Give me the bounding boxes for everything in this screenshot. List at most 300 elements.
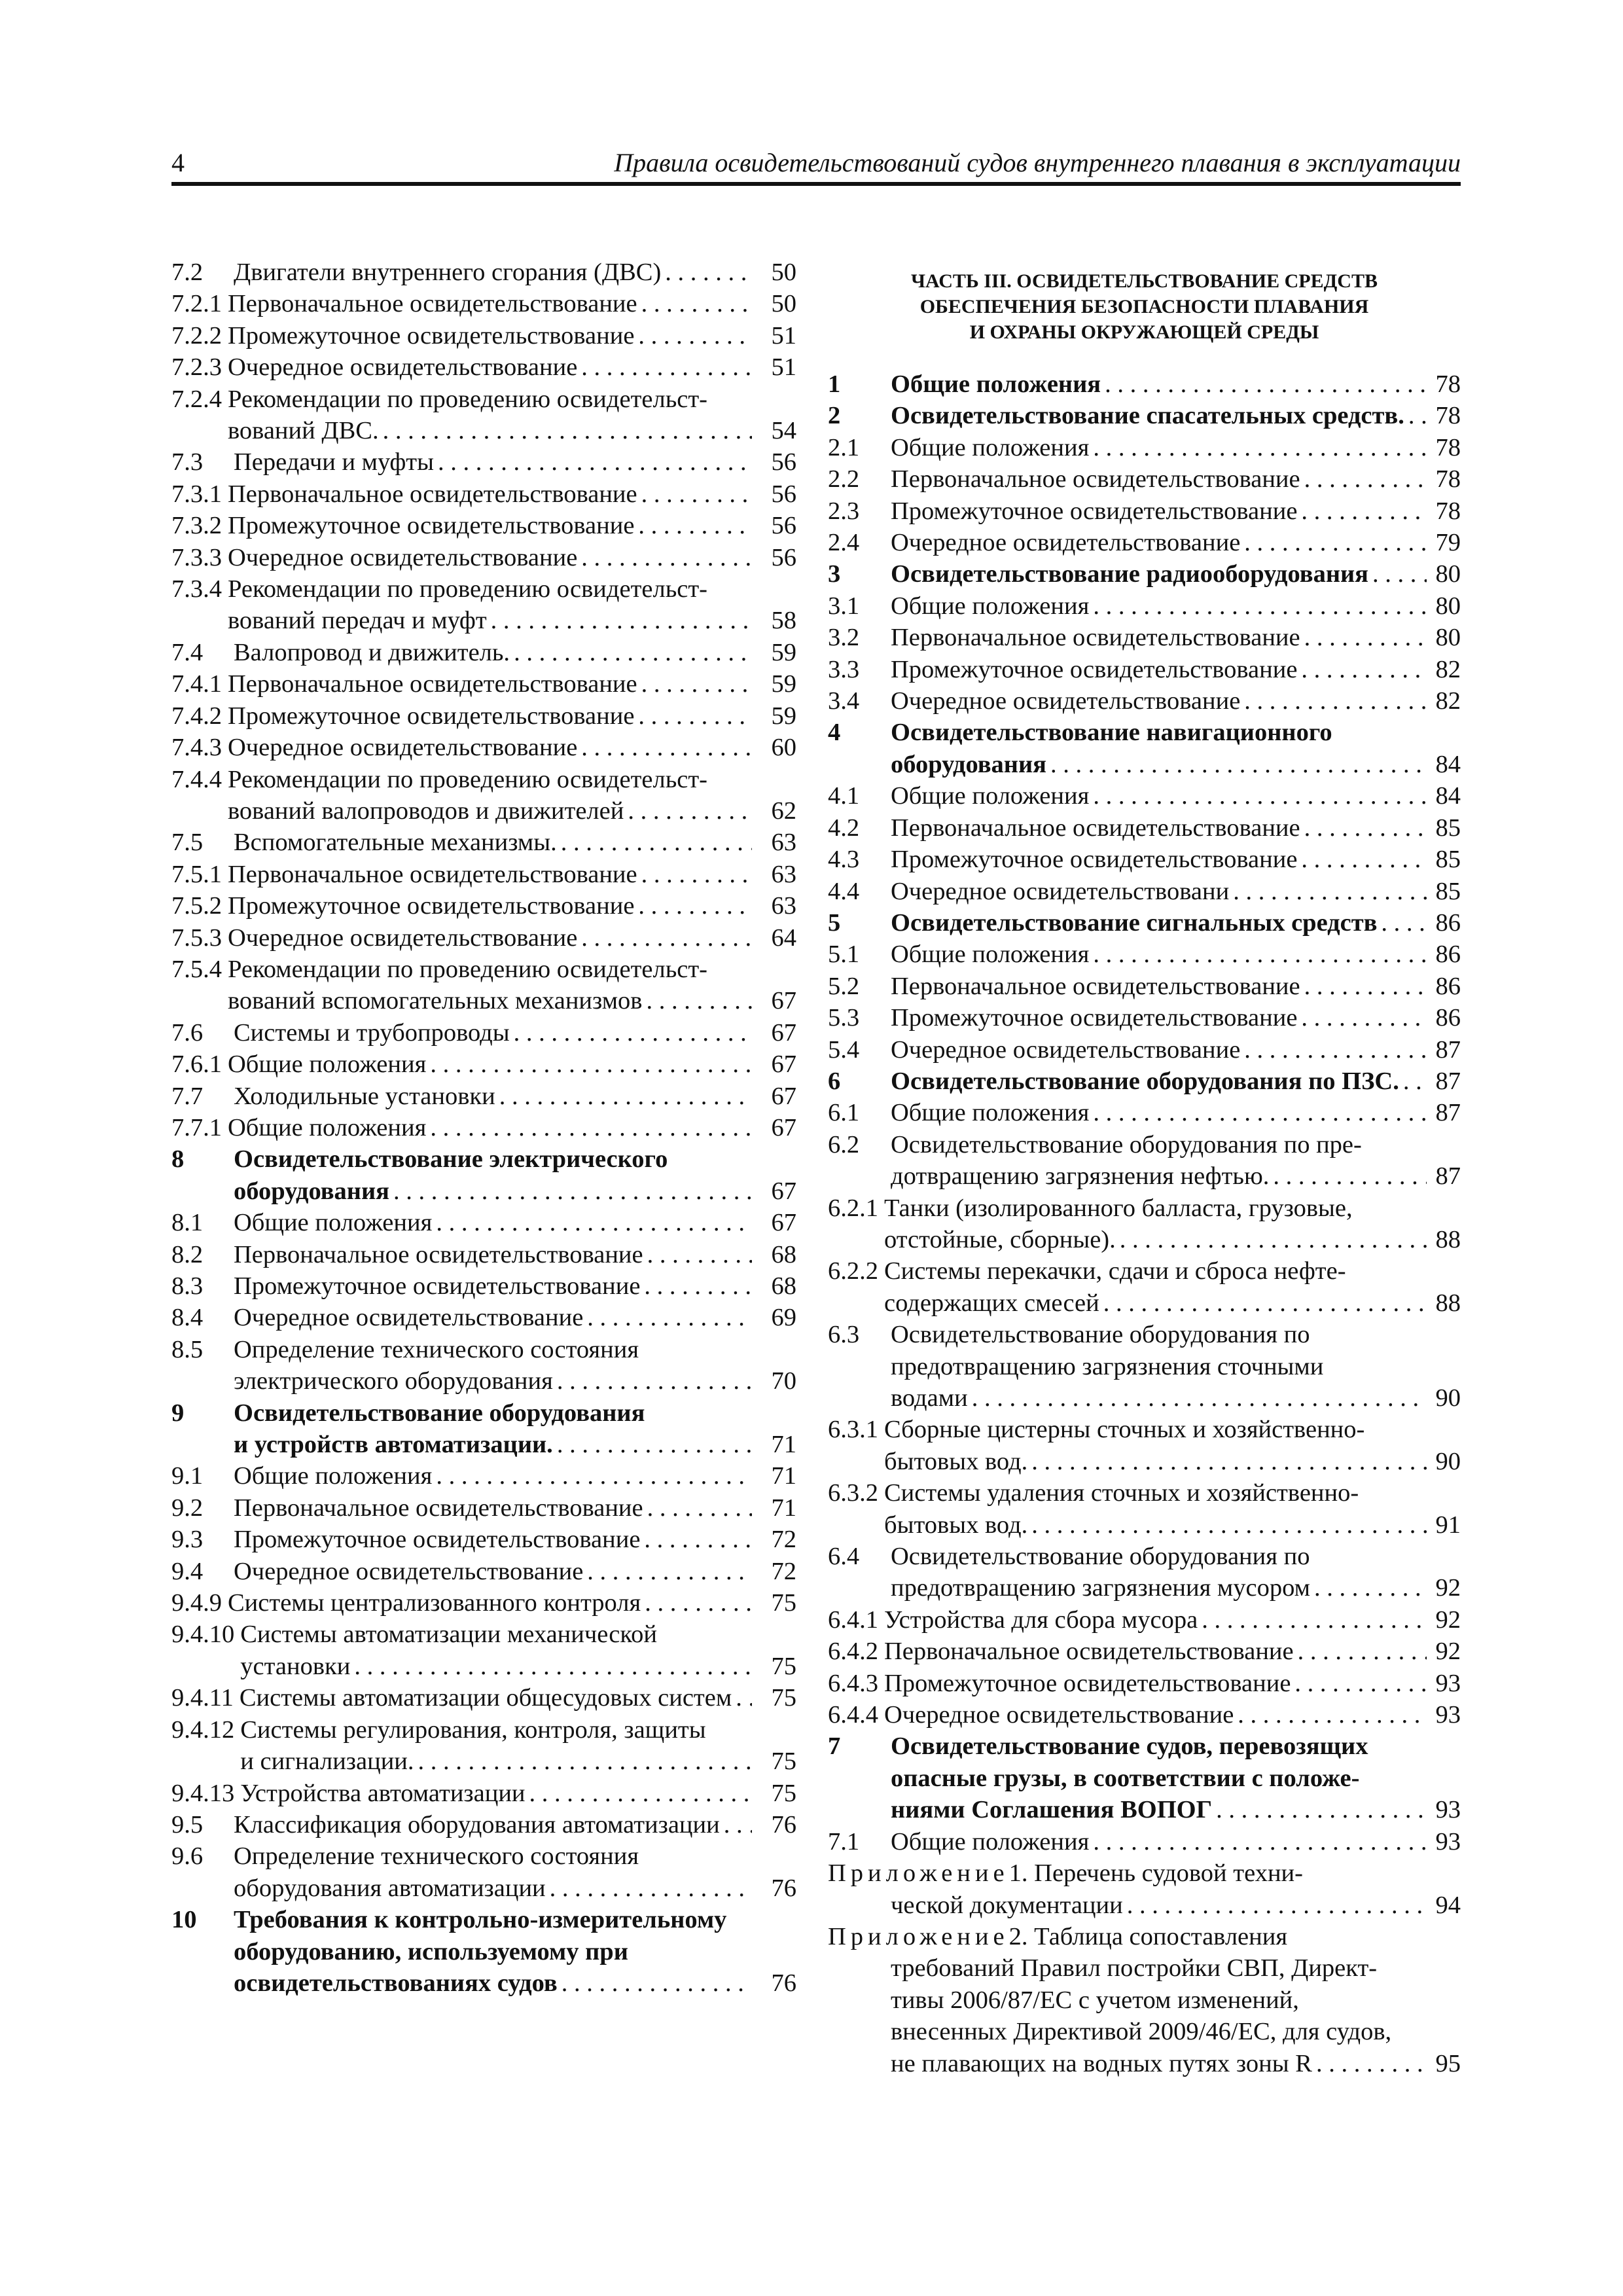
toc-page-number: 78 (1435, 402, 1461, 430)
toc-entry (171, 637, 796, 668)
toc-page-number: 93 (1435, 1827, 1461, 1856)
toc-entry-body (228, 478, 796, 510)
toc-number: 2.3 (828, 497, 860, 525)
toc-number: 6.3.1 (828, 1416, 878, 1444)
toc-title-text: Промежуточное освидетельствование (228, 512, 635, 540)
toc-number: 7.3.3 (171, 543, 222, 571)
toc-entry-body (234, 1809, 796, 1840)
toc-number: 6.3 (828, 1321, 860, 1349)
toc-entry-body (891, 1319, 1461, 1414)
toc-number: 4.1 (828, 782, 860, 810)
toc-page-number: 76 (771, 1969, 796, 1997)
toc-line (234, 1556, 796, 1587)
toc-title-text: оборудования автоматизации (234, 1874, 546, 1902)
toc-entry-body (891, 1129, 1461, 1193)
toc-entry-body (891, 558, 1461, 590)
dot-leader (645, 1587, 752, 1619)
toc-entry-body (891, 1731, 1461, 1825)
toc-line (891, 1763, 1461, 1794)
toc-line (234, 1239, 796, 1270)
toc-title-text: Первоначальное освидетельствование (891, 624, 1300, 652)
toc-number: 5.2 (828, 972, 860, 1000)
toc-entry-body (234, 1334, 796, 1397)
toc-entry (828, 717, 1461, 780)
toc-title-text: вований ДВС. (228, 417, 379, 445)
toc-entry (828, 844, 1461, 875)
appendix-label: Приложение (828, 1922, 1009, 1950)
toc-entry (171, 1524, 796, 1555)
toc-page-number: 93 (1435, 1796, 1461, 1824)
toc-page-number: 76 (771, 1874, 796, 1902)
toc-number: 7.2.1 (171, 290, 222, 318)
toc-entry-body (228, 890, 796, 922)
toc-entry-body (234, 1302, 796, 1333)
toc-line (891, 400, 1461, 431)
dot-leader (1408, 400, 1427, 431)
toc-line (884, 1668, 1461, 1699)
toc-number: 7.2.3 (171, 353, 222, 382)
dot-leader (638, 320, 752, 351)
toc-line (228, 1049, 796, 1080)
toc-number: 7.3.4 (171, 575, 222, 603)
toc-entry (171, 922, 796, 954)
dot-leader (1301, 495, 1427, 527)
toc-line (240, 1682, 796, 1713)
toc-title-text: Системы централизованного контроля (228, 1589, 641, 1617)
toc-title-text: бытовых вод. (884, 1447, 1028, 1475)
toc-page-number: 71 (771, 1462, 796, 1490)
toc-title-text: Общие положения (891, 1099, 1090, 1127)
dot-leader (393, 1175, 752, 1207)
toc-page-number: 67 (771, 1018, 796, 1047)
toc-line (891, 1319, 1461, 1350)
toc-page-number: 59 (771, 670, 796, 698)
toc-number: 7.3 (171, 448, 204, 476)
toc-line (228, 415, 796, 446)
toc-entry-body (234, 257, 796, 288)
toc-number: 7.4.3 (171, 734, 222, 762)
toc-page-number: 85 (1435, 814, 1461, 842)
dot-leader (1093, 432, 1427, 463)
toc-entry (828, 1699, 1461, 1731)
toc-line (884, 1193, 1461, 1224)
toc-entry (828, 1066, 1461, 1097)
toc-entry (828, 971, 1461, 1002)
toc-title-text: Передачи и муфты (234, 448, 434, 476)
dot-leader (1093, 590, 1427, 622)
toc-line (228, 922, 796, 954)
toc-entry-body (891, 939, 1461, 970)
toc-entry (171, 351, 796, 383)
toc-entry-body (234, 1143, 796, 1207)
toc-line (828, 1857, 1461, 1889)
toc-title-text: Системы регулирования, контроля, защиты (240, 1715, 706, 1744)
toc-entry (171, 732, 796, 763)
toc-line (891, 876, 1461, 907)
toc-entry (171, 1081, 796, 1112)
toc-line (891, 1351, 1461, 1382)
toc-line (234, 1143, 796, 1175)
toc-line (234, 1936, 796, 1967)
toc-line (234, 1207, 796, 1238)
toc-page-number: 56 (771, 543, 796, 571)
toc-page-number: 50 (771, 259, 796, 286)
dot-leader (1304, 463, 1427, 495)
dot-leader (430, 1049, 752, 1080)
toc-line (234, 1334, 796, 1365)
toc-title-text: Рекомендации по проведению освидетельст- (228, 385, 707, 413)
toc-number: 8.3 (171, 1272, 204, 1300)
toc-page-number: 87 (1435, 1067, 1461, 1095)
toc-entry-body (884, 1699, 1461, 1731)
toc-line (240, 1746, 796, 1777)
toc-line (234, 637, 796, 668)
toc-entry-body (234, 1460, 796, 1492)
toc-number: 7.5.3 (171, 924, 222, 952)
toc-number: 9.2 (171, 1494, 204, 1522)
dot-leader (1031, 1446, 1427, 1477)
dot-leader (641, 288, 752, 319)
toc-number: 9.4.13 (171, 1779, 235, 1807)
toc-page-number: 59 (771, 638, 796, 666)
toc-entry-body (234, 1017, 796, 1049)
toc-title-text: Промежуточное освидетельствование (228, 892, 635, 920)
toc-number: 7.4.2 (171, 702, 222, 730)
toc-entry-body (234, 446, 796, 478)
toc-entry-body (234, 1270, 796, 1302)
toc-entry-body (828, 1921, 1461, 2079)
toc-title-text: отстойные, сборные). (884, 1225, 1116, 1253)
toc-line (234, 257, 796, 288)
toc-title-text: Двигатели внутреннего сгорания (ДВС) (234, 259, 662, 286)
toc-title-text: Первоначальное освидетельствование (228, 670, 637, 698)
toc-page-number: 88 (1435, 1289, 1461, 1317)
toc-entry-body (228, 668, 796, 700)
toc-line (234, 1302, 796, 1333)
toc-page-number: 75 (771, 1652, 796, 1680)
toc-line (884, 1287, 1461, 1319)
toc-entry (828, 1319, 1461, 1414)
toc-number: 3.2 (828, 624, 860, 652)
toc-page-number: 54 (771, 417, 796, 445)
toc-title-text: Промежуточное освидетельствование (234, 1526, 641, 1554)
toc-number: 7.4.1 (171, 670, 222, 698)
toc-entry (171, 1587, 796, 1619)
toc-line (228, 859, 796, 890)
toc-entry (171, 668, 796, 700)
toc-entry-body (884, 1668, 1461, 1699)
toc-page-number: 71 (771, 1431, 796, 1459)
toc-number: 2.4 (828, 529, 860, 557)
toc-entry (171, 1619, 796, 1682)
toc-page-number: 82 (1435, 655, 1461, 683)
part-title-line: И ОХРАНЫ ОКРУЖАЮЩЕЙ СРЕДЫ (969, 321, 1319, 343)
toc-line (234, 1270, 796, 1302)
toc-entry (171, 764, 796, 827)
dot-leader (529, 1778, 752, 1809)
toc-title-text: Устройства для сбора мусора (884, 1605, 1198, 1634)
toc-line (234, 1967, 796, 1999)
dot-leader (354, 1651, 752, 1682)
toc-line (884, 1255, 1461, 1287)
dot-leader (638, 700, 752, 732)
toc-title-text: Очередное освидетельствование (228, 543, 578, 571)
toc-line (228, 384, 796, 415)
toc-title-text: Валопровод и движитель. (234, 638, 510, 666)
toc-page-number: 67 (771, 1082, 796, 1110)
dot-leader (1304, 971, 1427, 1002)
toc-line (891, 1097, 1461, 1128)
toc-number: 8 (171, 1145, 185, 1174)
toc-number: 7.5 (171, 829, 204, 857)
toc-number: 9.4.10 (171, 1621, 235, 1649)
toc-title-text: Холодильные установки (234, 1082, 495, 1110)
toc-title-text: Освидетельствование навигационного (891, 719, 1332, 747)
toc-page-number: 68 (771, 1240, 796, 1268)
dot-leader (499, 1081, 752, 1112)
toc-number: 7.5.1 (171, 860, 222, 888)
toc-title-text: Системы автоматизации механической (240, 1621, 657, 1649)
toc-number: 9.5 (171, 1810, 204, 1839)
toc-number: 9.4.12 (171, 1715, 235, 1744)
toc-page-number: 60 (771, 734, 796, 762)
toc-line (228, 478, 796, 510)
toc-number: 7.2.4 (171, 385, 222, 413)
toc-entry-body (891, 368, 1461, 400)
toc-number: 3.1 (828, 592, 860, 620)
toc-entry (828, 400, 1461, 431)
toc-entry-body (884, 1636, 1461, 1667)
toc-number: 4.2 (828, 814, 860, 842)
toc-line (891, 622, 1461, 653)
toc-line (891, 812, 1461, 844)
toc-title-text: Системы автоматизации общесудовых систем (239, 1684, 732, 1712)
toc-number: 9.6 (171, 1842, 204, 1871)
toc-entry (828, 907, 1461, 939)
toc-entry (828, 1668, 1461, 1699)
toc-line (891, 749, 1461, 780)
dot-leader (557, 1365, 752, 1397)
toc-title-text: Рекомендации по проведению освидетельст- (228, 765, 707, 793)
toc-title-text: Общие положения (228, 1113, 427, 1141)
toc-entry-body (234, 1207, 796, 1238)
dot-leader (1093, 1826, 1427, 1857)
toc-title-text: Очередное освидетельствование (228, 924, 578, 952)
toc-title-text: Танки (изолированного балласта, грузовые, (884, 1194, 1353, 1222)
toc-number: 2 (828, 402, 841, 430)
toc-entry (171, 827, 796, 858)
toc-appendix-entry (828, 1921, 1461, 2079)
toc-page-number: 78 (1435, 370, 1461, 398)
toc-number: 6.4.2 (828, 1638, 878, 1666)
toc-title-text: Определение технического состояния (234, 1842, 639, 1871)
toc-entry (171, 1239, 796, 1270)
toc-title-text: Первоначальное освидетельствование (891, 972, 1300, 1000)
dot-leader (1031, 1509, 1427, 1541)
dot-leader (438, 446, 752, 478)
toc-line (891, 939, 1461, 970)
toc-entry-body (884, 1477, 1461, 1541)
dot-leader (1244, 685, 1427, 717)
toc-title-text: Рекомендации по проведению освидетельст- (228, 575, 707, 603)
toc-page-number: 92 (1435, 1638, 1461, 1666)
toc-page-number: 58 (771, 607, 796, 635)
toc-entry-body (228, 922, 796, 954)
toc-entry (828, 1636, 1461, 1667)
dot-leader (1403, 1066, 1427, 1097)
toc-entry (828, 1002, 1461, 1033)
dot-leader (1304, 622, 1427, 653)
toc-entry-body (234, 1081, 796, 1112)
toc-page-number: 56 (771, 448, 796, 476)
toc-entry-body (228, 1112, 796, 1143)
toc-entry-body (891, 1002, 1461, 1033)
toc-title-text: Очередное освидетельствование (891, 1035, 1241, 1064)
toc-entry-body (240, 1778, 796, 1809)
toc-page-number: 87 (1435, 1035, 1461, 1064)
toc-title-text: водами (891, 1384, 968, 1412)
toc-number: 7.7.1 (171, 1113, 222, 1141)
dot-leader (1105, 368, 1427, 400)
toc-entry (171, 384, 796, 447)
toc-entry (171, 1682, 796, 1713)
toc-entry-body (234, 637, 796, 668)
toc-line (891, 1066, 1461, 1097)
toc-line (884, 1604, 1461, 1636)
toc-page-number: 79 (1435, 529, 1461, 557)
toc-entry-body (228, 320, 796, 351)
dot-leader (1103, 1287, 1427, 1319)
dot-leader (647, 1239, 752, 1270)
toc-entry (828, 1034, 1461, 1066)
toc-line (884, 1699, 1461, 1731)
toc-entry-body (228, 542, 796, 573)
toc-entry-body (228, 351, 796, 383)
toc-entry (171, 288, 796, 319)
toc-entry (171, 954, 796, 1017)
toc-entry-body (891, 654, 1461, 685)
toc-appendix-entry (828, 1857, 1461, 1921)
dot-leader (644, 1270, 752, 1302)
toc-line (228, 668, 796, 700)
dot-leader (587, 1556, 752, 1587)
toc-title-text: Устройства автоматизации (240, 1779, 526, 1807)
toc-number: 2.2 (828, 465, 860, 493)
toc-line (891, 685, 1461, 717)
toc-entry (171, 1397, 796, 1461)
toc-line (891, 1160, 1461, 1192)
toc-entry-body (891, 1034, 1461, 1066)
toc-line (228, 795, 796, 827)
toc-title-text: вований передач и муфт (228, 607, 487, 635)
toc-line (828, 1984, 1461, 2016)
dot-leader (1301, 1002, 1427, 1033)
toc-appendices (828, 1857, 1461, 2079)
dot-leader (550, 1873, 752, 1904)
dot-leader (972, 1382, 1427, 1414)
toc-entry (171, 320, 796, 351)
toc-line (891, 1794, 1461, 1825)
toc-number: 7.1 (828, 1827, 860, 1856)
toc-title-text: оборудования (234, 1177, 389, 1205)
toc-left-column (171, 257, 796, 1999)
toc-line (828, 1890, 1461, 1921)
dot-leader (514, 1017, 752, 1049)
toc-title-text: требований Правил постройки СВП, Директ- (891, 1954, 1378, 1982)
dot-leader (587, 1302, 752, 1333)
toc-number: 7.4 (171, 638, 204, 666)
toc-entry-body (228, 859, 796, 890)
toc-line (891, 1731, 1461, 1762)
toc-number: 7.2 (171, 259, 204, 286)
toc-page-number: 84 (1435, 750, 1461, 778)
toc-line (228, 320, 796, 351)
toc-title-text: Очередное освидетельствование (228, 353, 578, 382)
toc-entry-body (891, 622, 1461, 653)
running-title: Правила освидетельствований судов внутреннего плавания в эксплуатации (614, 148, 1461, 177)
toc-number: 3 (828, 560, 841, 588)
toc-entry (171, 446, 796, 478)
toc-title-text: Освидетельствование спасательных средств. (891, 402, 1404, 430)
toc-page-number: 62 (771, 797, 796, 825)
dot-leader (1298, 1636, 1427, 1667)
toc-title-text: Рекомендации по проведению освидетельст- (228, 955, 707, 983)
toc-entry-body (891, 844, 1461, 875)
toc-entry-body (891, 1066, 1461, 1097)
toc-entry (828, 1731, 1461, 1825)
dot-leader (418, 1746, 752, 1777)
toc-line (228, 732, 796, 763)
dot-leader (1202, 1604, 1427, 1636)
toc-entry-body (891, 590, 1461, 622)
toc-title-text: Промежуточное освидетельствование (234, 1272, 641, 1300)
toc-number: 8.4 (171, 1304, 204, 1332)
toc-page-number: 87 (1435, 1162, 1461, 1191)
toc-line (891, 1002, 1461, 1033)
toc-page-number: 63 (771, 860, 796, 888)
toc-entry (171, 890, 796, 922)
toc-title-text: опасные грузы, в соответствии с положе- (891, 1764, 1360, 1792)
toc-title-text: установки (240, 1652, 351, 1680)
toc-number: 9.1 (171, 1462, 204, 1490)
toc-page-number: 91 (1435, 1511, 1461, 1539)
toc-line (228, 954, 796, 985)
toc-title-text: Освидетельствование радиооборудования (891, 560, 1369, 588)
toc-entry-body (891, 495, 1461, 527)
toc-entry-body (234, 1904, 796, 1999)
dot-leader (1216, 1794, 1427, 1825)
toc-title-text: Освидетельствование оборудования по (891, 1321, 1310, 1349)
toc-number: 6 (828, 1067, 841, 1095)
toc-line (884, 1414, 1461, 1445)
toc-page-number: 94 (1435, 1891, 1461, 1919)
dot-leader (641, 668, 752, 700)
toc-title-text: Общие положения (891, 941, 1090, 969)
toc-line (891, 717, 1461, 748)
dot-leader (1304, 812, 1427, 844)
toc-line (228, 890, 796, 922)
toc-line (228, 605, 796, 636)
toc-title-text: оборудованию, используемому при (234, 1937, 628, 1965)
toc-title-text: Освидетельствование электрического (234, 1145, 668, 1174)
toc-entry (828, 1414, 1461, 1477)
dot-leader (638, 510, 752, 541)
toc-entry-body (228, 288, 796, 319)
toc-title-text: Промежуточное освидетельствование (891, 846, 1298, 874)
dot-leader (1127, 1890, 1427, 1921)
toc-entry (171, 510, 796, 541)
toc-title-text: Освидетельствование оборудования по (891, 1543, 1310, 1571)
